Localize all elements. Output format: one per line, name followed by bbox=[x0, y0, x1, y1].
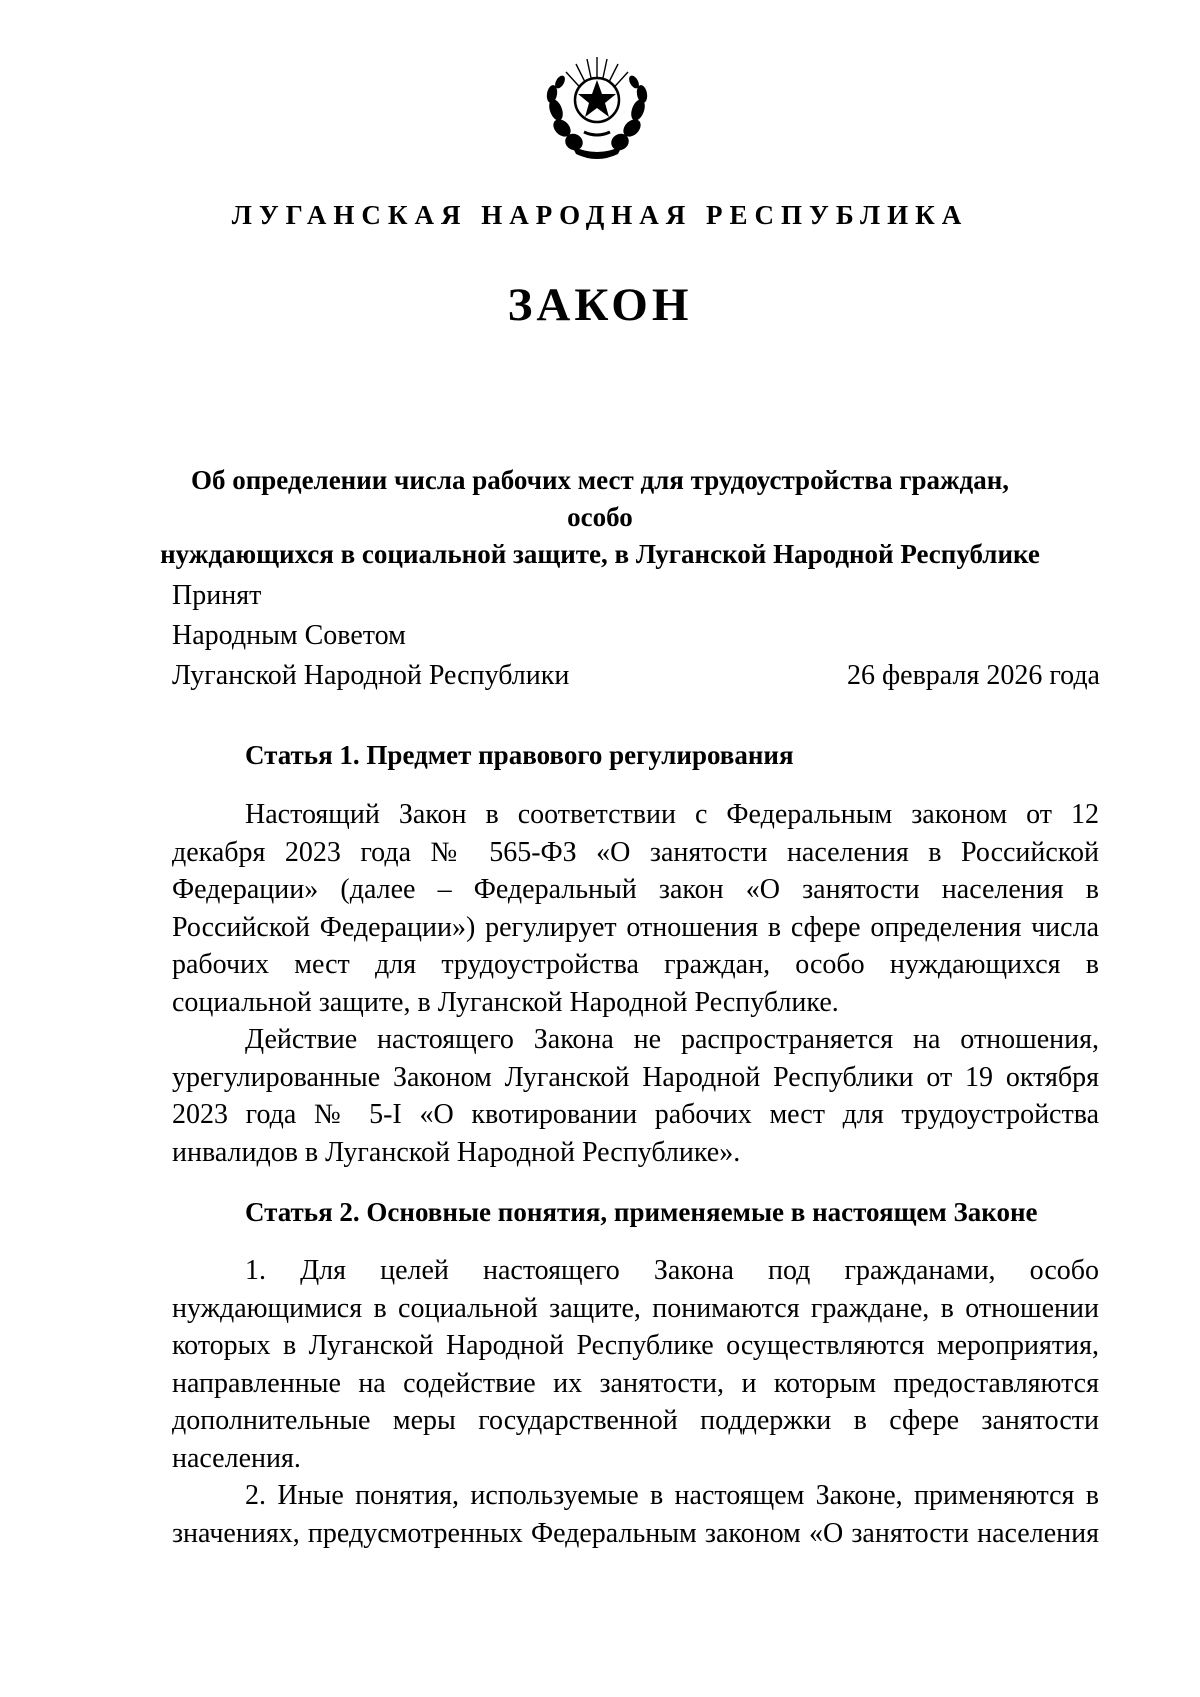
coat-of-arms-emblem bbox=[544, 54, 650, 162]
law-title bbox=[160, 462, 1040, 573]
adoption-date: 26 февраля 2026 года bbox=[847, 660, 1100, 691]
republic-name: ЛУГАНСКАЯ НАРОДНАЯ РЕСПУБЛИКА bbox=[231, 200, 969, 230]
adoption-line: Принят bbox=[172, 580, 262, 611]
document-type: ЗАКОН bbox=[507, 279, 693, 331]
adoption-line: Луганской Народной Республики bbox=[172, 660, 570, 691]
article-2-body bbox=[172, 1252, 1099, 1552]
adoption-line: Народным Советом bbox=[172, 620, 406, 651]
paragraph: 2. Иные понятия, используемые в настоящем Законе, применяются в значениях, предусмотренных Федеральным законом «О занятости населения bbox=[172, 1480, 1099, 1549]
article-2-heading: Статья 2. Основные понятия, применяемые в настоящем Законе bbox=[245, 1197, 1038, 1227]
adoption-block bbox=[172, 576, 569, 696]
paragraph: 1. Для целей настоящего Закона под гражданами, особо нуждающимися в социальной защите, понимаются граждане, в отношении которых в Луганской Народной Республике осуществляются мероприятия, направленные на содействие их занятости, и которым предоставляются дополнительные меры государственной поддержки в сфере занятости населения. bbox=[172, 1255, 1099, 1474]
paragraph: Настоящий Закон в соответствии с Федеральным законом от 12 декабря 2023 года № 565-ФЗ «О занятости населения в Российской Федерации» (далее – Федеральный закон «О занятости населения в Российской Федерации») регулирует отношения в сфере определения числа рабочих мест для трудоустройства граждан, особо нуждающихся в социальной защите, в Луганской Народной Республике. bbox=[172, 799, 1099, 1018]
paragraph: Действие настоящего Закона не распространяется на отношения, урегулированные Законом Луганской Народной Республики от 19 октября 2023 года № 5-I «О квотировании рабочих мест для трудоустройства инвалидов в Луганской Народной Республике». bbox=[172, 1024, 1099, 1168]
article-1-heading: Статья 1. Предмет правового регулирования bbox=[245, 740, 794, 770]
law-title-line: Об определении числа рабочих мест для трудоустройства граждан, особо bbox=[190, 465, 1010, 532]
article-1-body bbox=[172, 796, 1099, 1171]
law-title-line: нуждающихся в социальной защите, в Луганской Народной Республике bbox=[160, 539, 1040, 569]
